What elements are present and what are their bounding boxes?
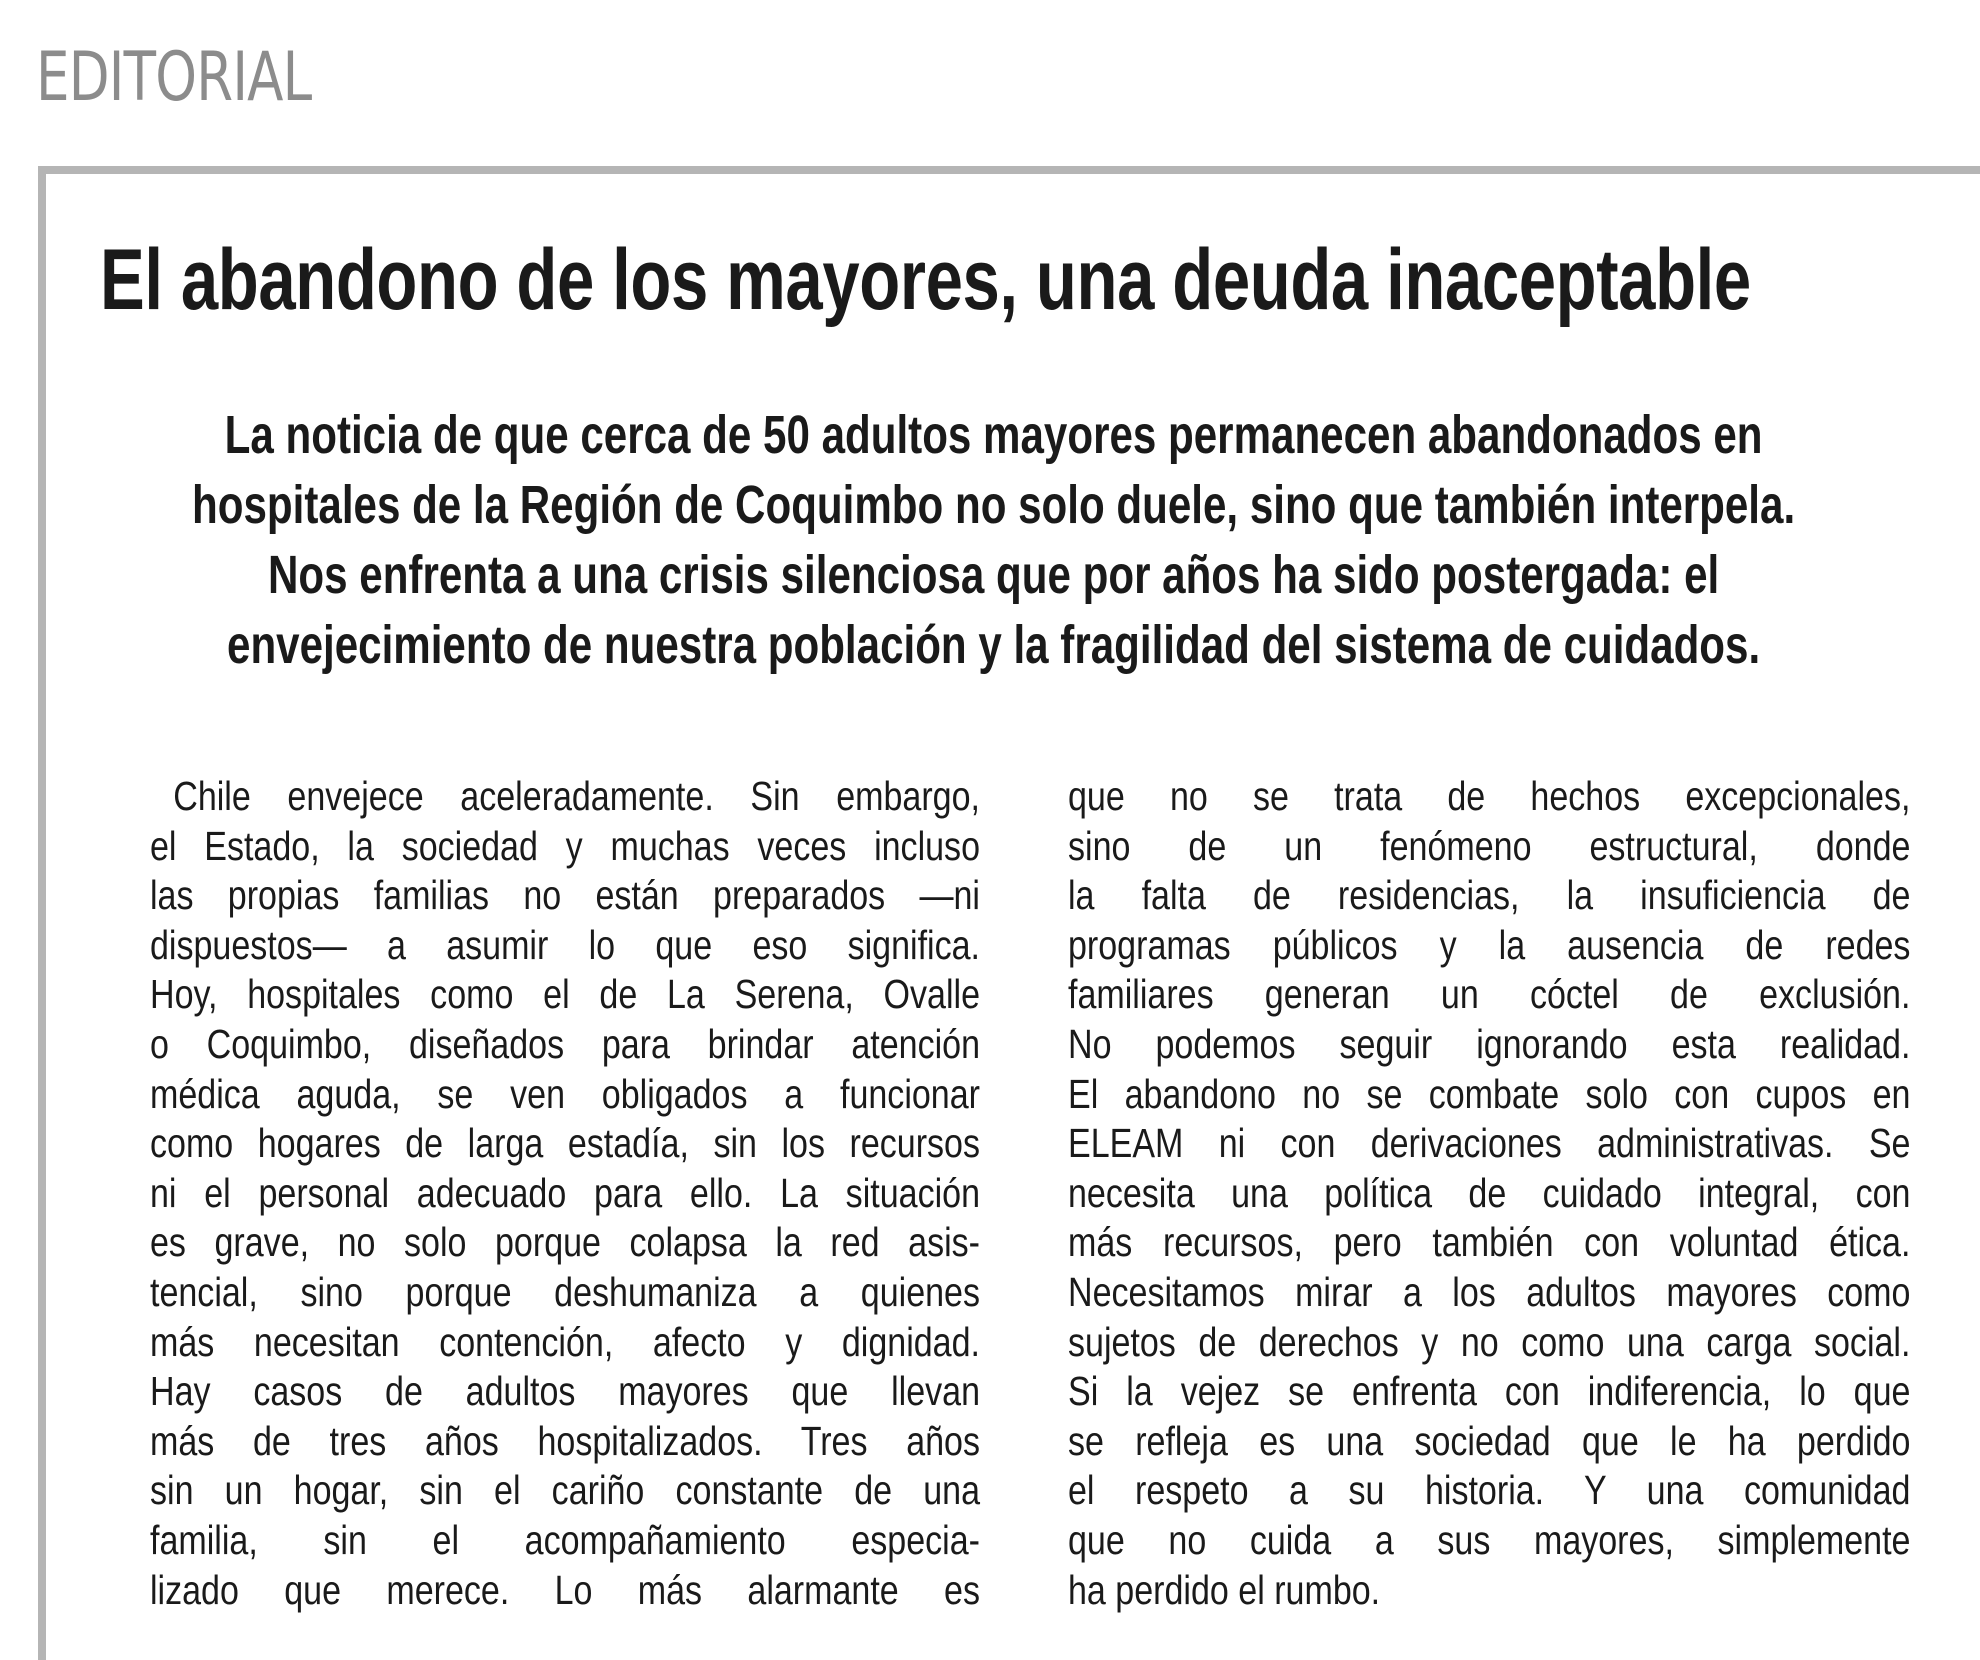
body-line: médica aguda, se ven obligados a funcionar	[150, 1070, 980, 1117]
lede-line: La noticia de que cerca de 50 adultos mayores permanecen abandonados en	[224, 405, 1763, 465]
body-line: el Estado, la sociedad y muchas veces incluso	[150, 822, 980, 869]
body-line: que no se trata de hechos excepcionales,	[1068, 773, 1911, 819]
body-line: ELEAM ni con derivaciones administrativas. Se	[1068, 1120, 1911, 1167]
body-line: ni el personal adecuado para ello. La situación	[150, 1169, 980, 1216]
body-line: Chile envejece aceleradamente. Sin embargo,	[173, 773, 981, 819]
headline: El abandono de los mayores, una deuda inaceptable	[100, 232, 1751, 328]
body-line: No podemos seguir ignorando esta realidad.	[1068, 1020, 1911, 1067]
body-line: El abandono no se combate solo con cupos en	[1068, 1070, 1911, 1117]
section-label: EDITORIAL	[36, 38, 312, 117]
lede-line: Nos enfrenta a una crisis silenciosa que por años ha sido postergada: el	[267, 545, 1720, 605]
body-line: necesita una política de cuidado integral, con	[1068, 1169, 1911, 1216]
body-line: Hoy, hospitales como el de La Serena, Ovalle	[150, 971, 980, 1018]
body-column-left	[150, 772, 980, 1615]
body-line: Si la vejez se enfrenta con indiferencia, lo que	[1068, 1368, 1911, 1415]
body-line: sin un hogar, sin el cariño constante de una	[150, 1467, 980, 1514]
lede-line: hospitales de la Región de Coquimbo no solo duele, sino que también interpela.	[192, 475, 1796, 535]
body-line: sino de un fenómeno estructural, donde	[1068, 822, 1911, 869]
body-line: la falta de residencias, la insuficiencia de	[1068, 872, 1911, 919]
body-line: más recursos, pero también con voluntad ética.	[1068, 1219, 1911, 1266]
body-line: las propias familias no están preparados —ni	[150, 872, 980, 919]
body-line: familia, sin el acompañamiento especia-	[150, 1516, 980, 1563]
body-line: lizado que merece. Lo más alarmante es	[150, 1566, 980, 1613]
body-line: tencial, sino porque deshumaniza a quienes	[150, 1268, 980, 1315]
body-line: familiares generan un cóctel de exclusión.	[1068, 971, 1911, 1018]
body-line: que no cuida a sus mayores, simplemente	[1068, 1516, 1911, 1563]
lede-line: envejecimiento de nuestra población y la fragilidad del sistema de cuidados.	[227, 615, 1761, 675]
body-line: o Coquimbo, diseñados para brindar atención	[150, 1020, 980, 1067]
body-line: dispuestos— a asumir lo que eso significa.	[150, 921, 980, 968]
body-line: como hogares de larga estadía, sin los recursos	[150, 1120, 980, 1167]
body-line: sujetos de derechos y no como una carga social.	[1068, 1318, 1911, 1365]
body-column-right	[1068, 772, 1910, 1615]
body-line: más de tres años hospitalizados. Tres años	[150, 1417, 980, 1464]
body-line: ha perdido el rumbo.	[1068, 1566, 1381, 1613]
body-line: Necesitamos mirar a los adultos mayores como	[1068, 1268, 1911, 1315]
body-line: es grave, no solo porque colapsa la red asis-	[150, 1219, 980, 1266]
body-line: se refleja es una sociedad que le ha perdido	[1068, 1417, 1911, 1464]
body-line: más necesitan contención, afecto y dignidad.	[150, 1318, 980, 1365]
body-line: programas públicos y la ausencia de redes	[1068, 921, 1911, 968]
body-line: el respeto a su historia. Y una comunidad	[1068, 1467, 1911, 1514]
lede	[120, 400, 1867, 680]
body-line: Hay casos de adultos mayores que llevan	[150, 1368, 980, 1415]
